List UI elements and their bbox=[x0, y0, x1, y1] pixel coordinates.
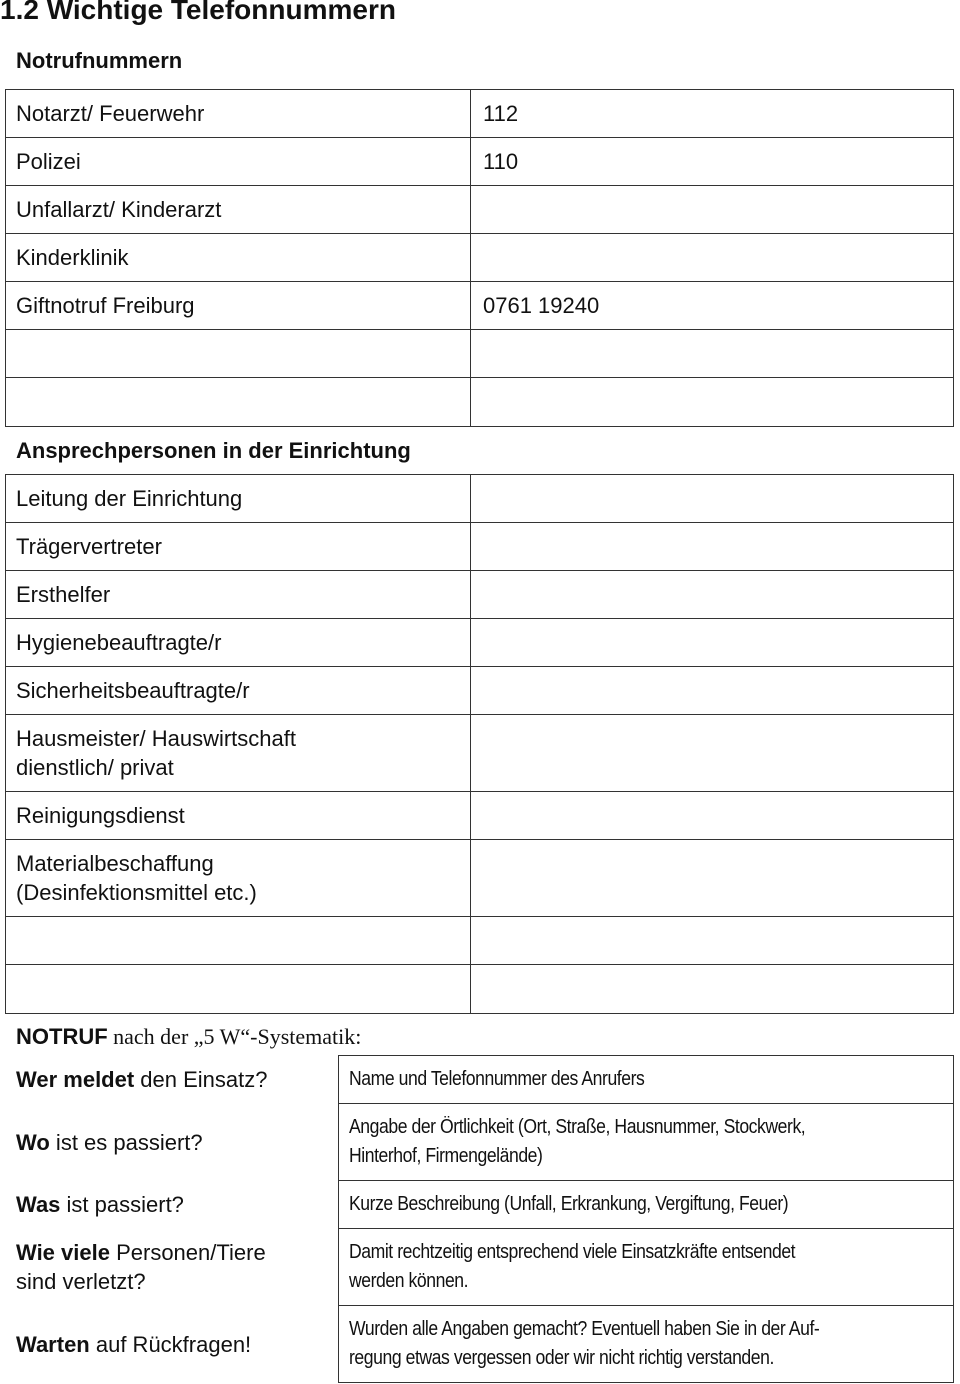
notruf-heading bbox=[16, 1024, 361, 1050]
contacts-heading: Ansprechpersonen in der Einrichtung bbox=[16, 438, 411, 463]
table-row bbox=[6, 840, 954, 917]
label-cell: Sicherheitsbeauftragte/r bbox=[6, 667, 471, 715]
label-cell: Trägervertreter bbox=[6, 523, 471, 571]
answer-cell: Kurze Beschreibung (Unfall, Erkrankung, Vergiftung, Feuer) bbox=[338, 1181, 953, 1229]
table-row bbox=[6, 619, 954, 667]
label-cell[interactable] bbox=[6, 965, 471, 1014]
number-cell[interactable]: 112 bbox=[471, 90, 954, 138]
table-row bbox=[6, 792, 954, 840]
number-cell[interactable] bbox=[471, 186, 954, 234]
label-cell: Leitung der Einrichtung bbox=[6, 475, 471, 523]
emergency-heading: Notrufnummern bbox=[16, 48, 183, 73]
answer-cell: Angabe der Örtlichkeit (Ort, Straße, Hausnummer, Stockwerk, Hinterhof, Firmengelände) bbox=[338, 1104, 953, 1181]
table-row bbox=[6, 965, 954, 1014]
notruf-heading-bold: NOTRUF bbox=[16, 1024, 108, 1049]
answer-cell: Name und Telefonnummer des Anrufers bbox=[338, 1056, 953, 1104]
table-row bbox=[6, 330, 954, 378]
answer-cell: Wurden alle Angaben gemacht? Eventuell haben Sie in der Auf- regung etwas vergessen oder wir nicht richtig verstanden. bbox=[338, 1306, 953, 1383]
question-cell: Wo ist es passiert? bbox=[16, 1129, 203, 1155]
contact-value-cell[interactable] bbox=[471, 571, 954, 619]
label-cell: Kinderklinik bbox=[6, 234, 471, 282]
question-cell: Was ist passiert? bbox=[16, 1192, 184, 1217]
table-row bbox=[5, 1229, 953, 1306]
table-row bbox=[5, 1181, 953, 1229]
label-cell: Unfallarzt/ Kinderarzt bbox=[6, 186, 471, 234]
contact-value-cell[interactable] bbox=[471, 715, 954, 792]
label-cell: Ersthelfer bbox=[6, 571, 471, 619]
contact-value-cell[interactable] bbox=[471, 792, 954, 840]
label-cell[interactable] bbox=[6, 917, 471, 965]
label-cell: Hausmeister/ Hauswirtschaft dienstlich/ privat bbox=[6, 715, 471, 792]
table-row bbox=[6, 234, 954, 282]
contact-value-cell[interactable] bbox=[471, 917, 954, 965]
table-row bbox=[5, 1104, 953, 1181]
contact-value-cell[interactable] bbox=[471, 619, 954, 667]
table-row bbox=[6, 917, 954, 965]
table-row bbox=[6, 378, 954, 427]
contacts-table bbox=[5, 474, 954, 1014]
number-cell[interactable]: 0761 19240 bbox=[471, 282, 954, 330]
label-cell[interactable] bbox=[6, 378, 471, 427]
contact-value-cell[interactable] bbox=[471, 667, 954, 715]
contact-value-cell[interactable] bbox=[471, 475, 954, 523]
table-row bbox=[6, 571, 954, 619]
label-cell: Notarzt/ Feuerwehr bbox=[6, 90, 471, 138]
number-cell[interactable]: 110 bbox=[471, 138, 954, 186]
label-cell: Hygienebeauftragte/r bbox=[6, 619, 471, 667]
table-row bbox=[5, 1056, 953, 1104]
label-cell: Reinigungsdienst bbox=[6, 792, 471, 840]
table-row bbox=[6, 667, 954, 715]
question-cell: Wer meldet den Einsatz? bbox=[16, 1067, 268, 1092]
table-row bbox=[6, 186, 954, 234]
number-cell[interactable] bbox=[471, 378, 954, 427]
number-cell[interactable] bbox=[471, 330, 954, 378]
emergency-numbers-table bbox=[5, 89, 954, 427]
table-row bbox=[6, 475, 954, 523]
number-cell[interactable] bbox=[471, 234, 954, 282]
answer-cell: Damit rechtzeitig entsprechend viele Einsatzkräfte entsendet werden können. bbox=[338, 1229, 953, 1306]
label-cell: Giftnotruf Freiburg bbox=[6, 282, 471, 330]
contact-value-cell[interactable] bbox=[471, 840, 954, 917]
label-cell: Materialbeschaffung (Desinfektionsmittel etc.) bbox=[6, 840, 471, 917]
five-w-table bbox=[5, 1055, 954, 1383]
contact-value-cell[interactable] bbox=[471, 965, 954, 1014]
table-row bbox=[6, 282, 954, 330]
table-row bbox=[5, 1306, 953, 1383]
table-row bbox=[6, 715, 954, 792]
question-cell: Warten auf Rückfragen! bbox=[16, 1331, 252, 1357]
notruf-heading-rest: nach der „5 W“-Systematik: bbox=[107, 1024, 362, 1049]
table-row bbox=[6, 138, 954, 186]
table-row bbox=[6, 90, 954, 138]
label-cell[interactable] bbox=[6, 330, 471, 378]
contact-value-cell[interactable] bbox=[471, 523, 954, 571]
page-title: 1.2 Wichtige Telefonnummern bbox=[0, 0, 396, 25]
question-cell: Wie viele Personen/Tiere sind verletzt? bbox=[16, 1240, 266, 1294]
table-row bbox=[6, 523, 954, 571]
label-cell: Polizei bbox=[6, 138, 471, 186]
